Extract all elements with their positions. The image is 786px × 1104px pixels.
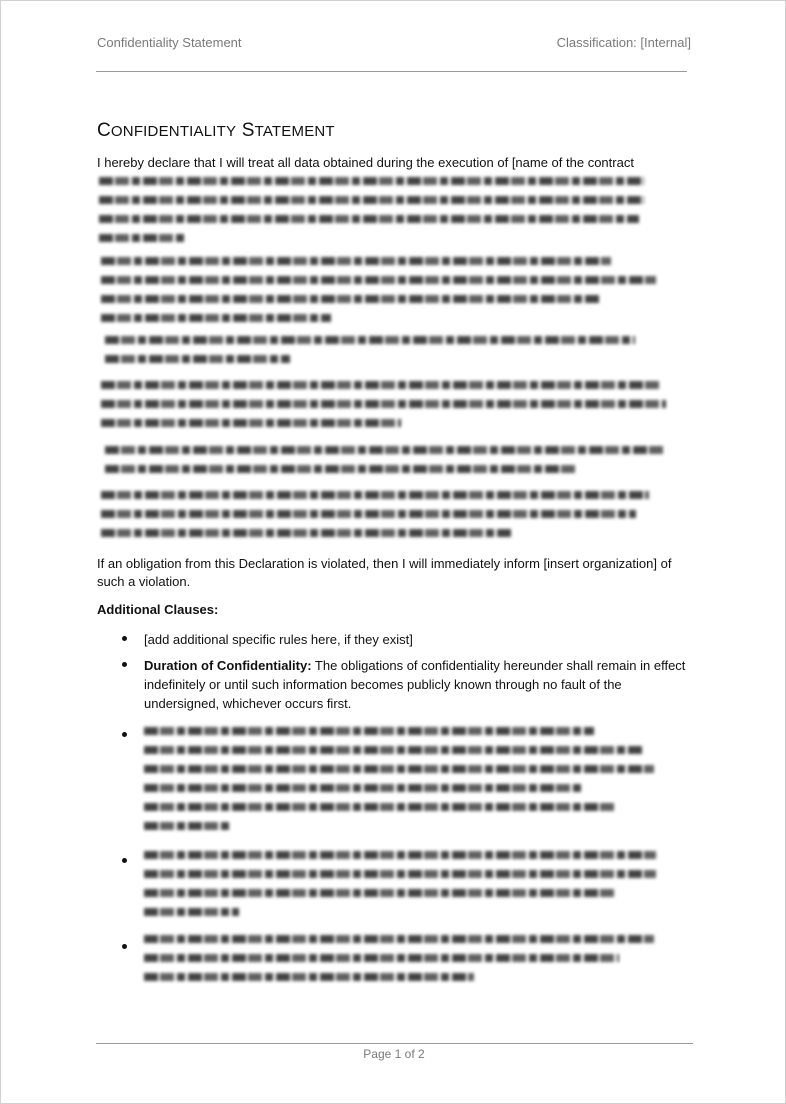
title-word-2-rest: TATEMENT (254, 123, 335, 140)
blurred-bullet-5 (144, 935, 659, 992)
intro-first-line: I hereby declare that I will treat all data obtained during the execution of [name of the contract (97, 155, 634, 170)
header-divider (96, 71, 687, 72)
page-title (97, 120, 335, 142)
bullet-additional-rules: [add additional specific rules here, if they exist] (144, 632, 413, 647)
bullet-duration-label: Duration of Confidentiality: (144, 658, 312, 673)
bullet-dot (122, 636, 127, 641)
blurred-paragraph-5 (105, 446, 665, 484)
header-document-title: Confidentiality Statement (97, 35, 242, 50)
title-initial-s: S (241, 120, 255, 141)
title-word-1-rest: ONFIDENTIALITY (110, 123, 237, 140)
blurred-paragraph-6 (101, 491, 651, 548)
blurred-paragraph-4 (101, 381, 666, 438)
blurred-bullet-3 (144, 727, 659, 841)
header-classification: Classification: [Internal] (556, 35, 691, 50)
bullet-dot (122, 944, 127, 949)
footer-page-number: Page 1 of 2 (363, 1047, 425, 1061)
blurred-paragraph-2 (101, 257, 656, 333)
bullet-duration-of-confidentiality (144, 656, 689, 713)
blurred-intro-paragraph (99, 177, 644, 253)
additional-clauses-heading: Additional Clauses: (97, 602, 219, 617)
blurred-paragraph-3 (105, 336, 645, 374)
bullet-dot (122, 858, 127, 863)
bullet-dot (122, 662, 127, 667)
footer-divider (96, 1043, 693, 1044)
bullet-duration-text: The obligations of confidentiality hereunder shall remain in effect indefinitely or until such information becomes publicly known through no fault of the undersigned, whichever occurs first. (144, 658, 686, 711)
title-initial-c: C (97, 120, 111, 141)
bullet-dot (122, 732, 127, 737)
violation-paragraph: If an obligation from this Declaration is violated, then I will immediately inform [insert organization] of such a violation. (97, 556, 672, 589)
blurred-bullet-4 (144, 851, 659, 927)
